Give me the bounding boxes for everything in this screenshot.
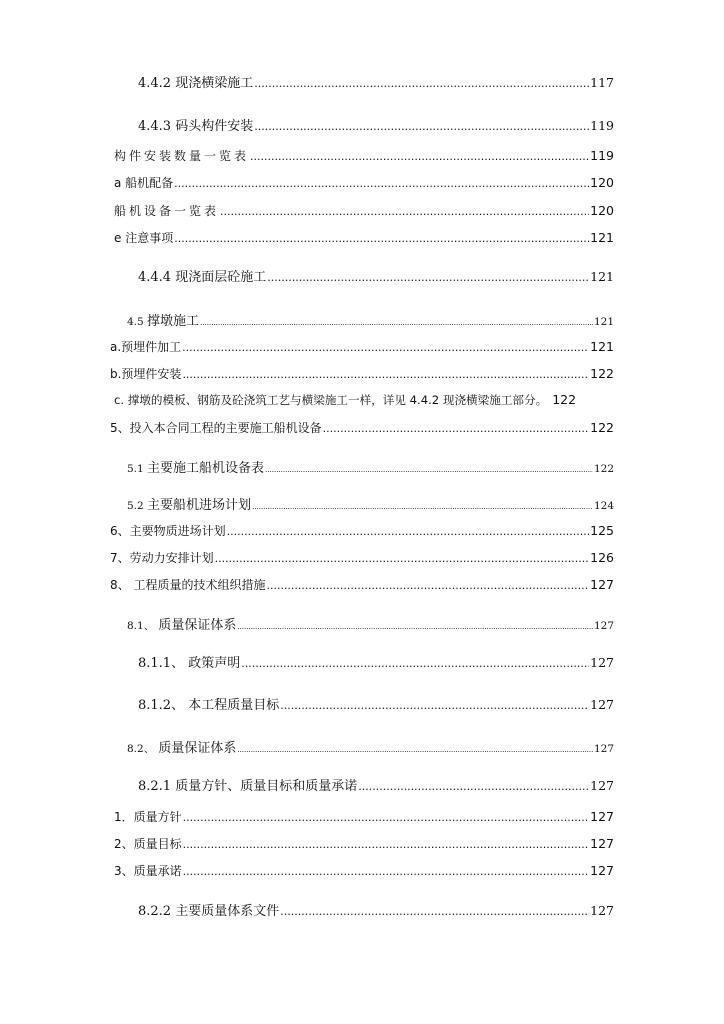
toc-entry-number: 8.2.1 [138, 779, 176, 794]
toc-entry-page: 124 [593, 500, 614, 512]
toc-entry-title: 1．质量方针 [114, 810, 182, 824]
toc-leader-dots [183, 865, 590, 878]
toc-leader-dots [182, 368, 589, 381]
toc-entry-title: 构件安装数量一览表 [114, 149, 250, 163]
toc-entry-page: 122 [590, 420, 614, 435]
toc-entry-title: 6、主要物质进场计划 [110, 524, 226, 538]
toc-entry-4-5[interactable] [127, 310, 614, 329]
toc-entry-title: 8、 工程质量的技术组织措施 [110, 578, 266, 592]
toc-entry-title: 2、质量目标 [114, 837, 182, 851]
toc-leader-dots [254, 120, 589, 133]
toc-entry-page: 122 [552, 392, 577, 407]
toc-entry-page: 121 [593, 316, 614, 328]
toc-entry-page: 122 [590, 366, 614, 381]
toc-leader-dots [254, 77, 589, 90]
toc-entry-title: 主要船机进场计划 [147, 498, 252, 513]
toc-entry-title: 现浇横梁施工 [175, 76, 254, 91]
toc-entry-title: 撑墩施工 [147, 314, 200, 329]
toc-entry-title: 质量方针、质量目标和质量承诺 [175, 779, 358, 794]
toc-entry-8[interactable] [110, 576, 614, 593]
toc-entry-title: 码头构件安装 [175, 119, 254, 134]
toc-entry-embedded-parts-processing[interactable] [110, 338, 614, 355]
toc-leader-dots [252, 503, 593, 511]
toc-entry-number: 8.1.1、 [138, 656, 185, 671]
toc-entry-4-4-3[interactable] [138, 115, 614, 134]
toc-entry-8-1-2[interactable] [138, 694, 614, 713]
toc-entry-title: 3、质量承诺 [114, 864, 182, 878]
toc-entry-5-1[interactable] [127, 457, 614, 476]
toc-entry-title: 本工程质量目标 [184, 698, 280, 713]
toc-leader-dots [220, 205, 589, 218]
toc-entry-number: 4.5 [127, 316, 148, 328]
toc-leader-dots [215, 552, 590, 565]
toc-entry-title: a 船机配备 [114, 176, 174, 190]
toc-entry-page: 127 [590, 836, 614, 851]
toc-entry-8-2-2[interactable] [138, 900, 614, 919]
toc-entry-page: 127 [590, 863, 614, 878]
toc-entry-page: 127 [593, 620, 614, 632]
toc-entry-title: 5、投入本合同工程的主要施工船机设备 [110, 421, 322, 435]
toc-entry-title: c. 撑墩的模板、钢筋及砼浇筑工艺与横梁施工一样，详见 4.4.2 现浇横梁施工部分。 [114, 393, 548, 407]
toc-entry-vessel-allocation[interactable] [114, 174, 614, 191]
toc-entry-number: 8.2.2 [138, 904, 176, 919]
toc-entry-page: 122 [593, 463, 614, 475]
toc-entry-page: 121 [590, 230, 614, 245]
toc-entry-number: 4.4.3 [138, 119, 176, 134]
toc-entry-7[interactable] [110, 549, 614, 566]
toc-leader-dots [280, 905, 589, 918]
toc-entry-number: 4.4.4 [138, 270, 176, 285]
toc-leader-dots [250, 150, 589, 163]
toc-leader-dots [174, 177, 589, 190]
toc-leader-dots [237, 746, 593, 754]
toc-entry-page: 121 [590, 269, 614, 284]
toc-entry-page: 126 [590, 550, 614, 565]
toc-entry-page: 125 [590, 523, 614, 538]
toc-entry-number: 5.2 [127, 500, 148, 512]
toc-leader-dots [237, 623, 593, 631]
toc-entry-precautions[interactable] [114, 229, 614, 246]
toc-entry-title: a.预埋件加工 [110, 340, 182, 354]
toc-entry-8-2[interactable] [127, 737, 614, 756]
toc-entry-4-4-4[interactable] [138, 266, 614, 285]
toc-entry-title: 船机设备一览表 [114, 204, 220, 218]
toc-entry-title: 质量保证体系 [154, 618, 237, 633]
toc-leader-dots [323, 422, 590, 435]
toc-entry-page: 127 [590, 577, 614, 592]
toc-leader-dots [182, 341, 589, 354]
toc-entry-quality-policy[interactable] [114, 808, 614, 825]
toc-entry-number: 8.1、 [127, 620, 155, 632]
toc-entry-page: 127 [590, 903, 614, 918]
toc-entry-8-2-1[interactable] [138, 775, 614, 794]
toc-entry-component-count-table[interactable] [114, 147, 614, 164]
toc-entry-8-1[interactable] [127, 614, 614, 633]
toc-leader-dots [265, 466, 593, 474]
toc-entry-page: 117 [590, 75, 614, 90]
toc-entry-quality-targets[interactable] [114, 835, 614, 852]
toc-leader-dots [200, 319, 593, 327]
toc-leader-dots [266, 579, 589, 592]
toc-entry-number: 5.1 [127, 463, 148, 475]
toc-leader-dots [241, 657, 589, 670]
toc-entry-page: 127 [590, 697, 614, 712]
toc-entry-page: 127 [590, 778, 614, 793]
toc-entry-number: 8.2、 [127, 743, 155, 755]
toc-leader-dots [183, 811, 590, 824]
toc-entry-page: 120 [590, 175, 614, 190]
toc-entry-title: e 注意事项 [114, 231, 174, 245]
toc-leader-dots [183, 838, 590, 851]
toc-entry-page: 127 [590, 655, 614, 670]
toc-leader-dots [280, 699, 589, 712]
toc-entry-title: 政策声明 [184, 656, 241, 671]
toc-leader-dots [267, 271, 589, 284]
toc-leader-dots [227, 525, 590, 538]
toc-entry-embedded-parts-installation[interactable] [110, 365, 614, 382]
toc-entry-6[interactable] [110, 522, 614, 539]
toc-leader-dots [174, 232, 589, 245]
toc-entry-page: 119 [590, 118, 614, 133]
toc-leader-dots [358, 780, 589, 793]
toc-entry-title: b.预埋件安装 [110, 367, 182, 381]
toc-entry-quality-commitment[interactable] [114, 862, 614, 879]
toc-entry-title: 质量保证体系 [154, 741, 237, 756]
toc-entry-page: 119 [590, 148, 614, 163]
toc-entry-page: 127 [590, 809, 614, 824]
toc-entry-title: 现浇面层砼施工 [175, 270, 267, 285]
toc-entry-pier-formwork[interactable] [114, 392, 614, 408]
toc-entry-title: 主要质量体系文件 [175, 904, 280, 919]
toc-entry-8-1-1[interactable] [138, 652, 614, 671]
toc-entry-page: 121 [590, 339, 614, 354]
toc-entry-4-4-2[interactable] [138, 72, 614, 91]
toc-entry-page: 120 [590, 203, 614, 218]
toc-entry-5[interactable] [110, 419, 614, 436]
toc-entry-number: 4.4.2 [138, 76, 176, 91]
toc-entry-number: 8.1.2、 [138, 698, 185, 713]
toc-entry-5-2[interactable] [127, 494, 614, 513]
toc-entry-title: 主要施工船机设备表 [147, 461, 265, 476]
toc-entry-title: 7、劳动力安排计划 [110, 551, 214, 565]
toc-entry-vessel-equipment-table[interactable] [114, 202, 614, 219]
toc-entry-page: 127 [593, 743, 614, 755]
